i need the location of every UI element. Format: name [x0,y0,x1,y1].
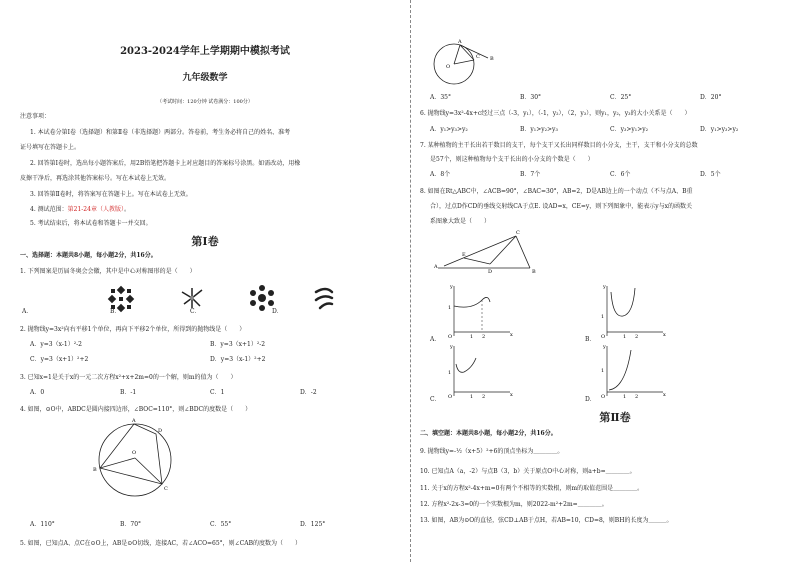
note-3: 3. 回答第Ⅱ卷时，将答案写在答题卡上。写在本试卷上无效。 [30,191,192,198]
graph-a-y: y [450,284,453,290]
q2-option-a[interactable]: A．y=3（x-1）²-2 [30,341,82,348]
q5-option-d[interactable]: D．20° [700,94,722,101]
graph-b-ytick: 1 [601,314,605,320]
graph-c-tick1: 1 [470,394,474,400]
q7-option-b[interactable]: B．7个 [520,171,541,178]
q5-label-b: B [490,56,494,62]
right-page [420,0,794,562]
q2-stem: 2. 抛物线y=3x²向右平移1个单位，再向下平移2个单位，所得到的抛物线是（ ） [20,326,246,333]
graph-c-tick2: 2 [482,394,486,400]
q8-label-e: E [462,252,466,258]
q4-option-a[interactable]: A．110° [30,521,55,528]
q8-option-d[interactable]: D． [585,396,596,403]
graph-b-origin: O [601,334,606,340]
q3-option-b[interactable]: B．-1 [120,389,137,396]
q10-stem[interactable]: 10. 已知点A（a，-2）与点B（3，b）关于原点O中心对称，则a+b=＿＿＿＿。 [420,468,636,475]
graph-d-x: x [663,392,666,398]
graph-b-y: y [603,284,606,290]
exam-info: （考试时间：120分钟 试卷满分：100分） [157,99,253,105]
q5-option-c[interactable]: C．25° [610,94,632,101]
graph-b-tick1: 1 [623,334,627,340]
note-2-cont: 皮擦干净后，再选涂其他答案标号。写在本试卷上无效。 [20,175,171,182]
q4-label-o: O [132,450,137,456]
part2-title: 第Ⅱ卷 [599,411,631,424]
q3-option-a[interactable]: A．0 [30,389,45,396]
left-page [10,0,400,562]
graph-a-tick1: 1 [470,334,474,340]
q13-stem[interactable]: 13. 如图，AB为⊙O的直径，弦CD⊥AB于点H，若AB=10，CD=8，则BH的长度为＿＿＿。 [420,517,673,524]
q12-stem[interactable]: 12. 方程x²-2x-3=0的一个实数根为m，则2022-m²+2m=＿＿＿＿。 [420,501,608,508]
graph-a-origin: O [448,334,453,340]
q8-option-a[interactable]: A． [430,336,441,343]
q4-stem: 4. 如图，⊙O中，ABDC是圆内接四边形，∠BOC=110°，则∠BDC的度数是（ ） [20,406,252,413]
graph-c-ytick: 1 [448,370,452,376]
page-divider [410,0,411,562]
q3-option-d[interactable]: D．-2 [300,389,317,396]
q1-option-a[interactable]: A． [22,308,33,315]
q5-label-c: C [476,54,480,60]
q8-stem-line3: 系图象大致是（ ） [430,218,491,225]
q8-stem-line1: 8. 如图在Rt△ABC中，∠ACB=90°，∠BAC=30°，AB=2，D是AB边上的一个动点（不与点A、B重 [420,188,693,195]
q8-label-d: D [488,269,493,275]
note-1-cont: 证号填写在答题卡上。 [20,144,81,151]
q6-option-d[interactable]: D．y₁>y₃>y₂ [700,126,739,133]
q1-option-d[interactable]: D． [272,308,283,315]
q6-option-c[interactable]: C．y₃>y₁>y₂ [610,126,649,133]
q1-option-c[interactable]: C． [190,308,201,315]
graph-d-tick2: 2 [635,394,639,400]
graph-a-ytick: 1 [448,305,452,311]
q8-graph-a [442,282,514,340]
q5-label-a: A [458,39,462,45]
q7-option-d[interactable]: D．5个 [700,171,721,178]
part1-instruction: 一、选择题：本题共8小题，每小题2分，共16分。 [20,252,157,259]
note-5: 5. 考试结束后，将本试卷和答题卡一并交回。 [30,220,152,227]
q4-option-d[interactable]: D．125° [300,521,326,528]
q6-option-a[interactable]: A．y₁>y₃>y₂ [430,126,468,133]
q5-option-b[interactable]: B．30° [520,94,542,101]
note-4: 4. 测试范围：第21-24章（人教版）。 [30,206,130,213]
q8-triangle-figure [430,226,540,276]
graph-d-y: y [603,344,606,350]
exam-title: 2023-2024学年上学期期中模拟考试 [120,46,290,57]
q8-option-b[interactable]: B． [585,336,596,343]
q2-option-b[interactable]: B．y=3（x+1）²-2 [210,341,266,348]
test-range: 第21-24章（人教版） [67,206,124,213]
q8-label-b: B [532,269,536,275]
q2-option-d[interactable]: D．y=3（x-1）²+2 [210,356,266,363]
q11-stem[interactable]: 11. 关于x的方程x²-4x+m=0有两个不相等的实数根，则m的取值范围是＿＿＿＿。 [420,485,644,492]
graph-c-x: x [510,392,513,398]
graph-d-tick1: 1 [623,394,627,400]
q5-option-a[interactable]: A．35° [430,94,451,101]
q1-stem: 1. 下列图案是历届冬奥会会徽，其中是中心对称图形的是（ ） [20,268,196,275]
graph-b-tick2: 2 [635,334,639,340]
q7-stem-line1: 7. 某种植物的主干长出若干数目的支干，每个支干又长出同样数目的小分支，主干，支干和小分支的总数 [420,142,698,149]
notes-heading: 注意事项： [20,113,51,120]
q6-option-b[interactable]: B．y₁>y₂>y₃ [520,126,558,133]
graph-d-origin: O [601,394,606,400]
q5-tangent-figure [430,38,500,88]
q8-graph-d [595,342,667,400]
q9-stem[interactable]: 9. 抛物线y=-½（x+5）²+6的顶点坐标为＿＿＿＿。 [420,448,564,455]
q4-option-c[interactable]: C．55° [210,521,232,528]
exam-subtitle: 九年级数学 [182,73,228,83]
graph-c-origin: O [448,394,453,400]
q7-option-c[interactable]: C．6个 [610,171,631,178]
q5-stem: 5. 如图，已知点A、点C在⊙O上，AB是⊙O切线，连接AC，若∠ACO=65°，则∠CAB的度数为（ ） [20,540,302,547]
q1-option-b[interactable]: B． [110,308,121,315]
graph-d-ytick: 1 [601,368,605,374]
q4-label-c: C [164,486,168,492]
q4-label-d: D [158,428,163,434]
note-1: 1. 本试卷分第Ⅰ卷（选择题）和第Ⅱ卷（非选择题）两部分。答卷前，考生务必将自己的姓名、准考 [30,129,291,136]
q7-stem-line2: 是57个，则这种植物每个支干长出的小分支的个数是（ ） [430,156,594,163]
q8-label-a: A [434,264,438,270]
graph-c-y: y [450,344,453,350]
q8-stem-line2: 合），过点D作CD的垂线交射线CA于点E. 设AD=x，CE=y，则下列图象中，能表示y与x的函数关 [430,203,693,210]
graph-a-tick2: 2 [482,334,486,340]
q4-label-a: A [132,418,136,424]
q8-label-c: C [516,230,520,236]
q8-graph-b [595,282,667,340]
q7-option-a[interactable]: A．8个 [430,171,451,178]
graph-a-x: x [510,332,513,338]
part2-instruction: 二、填空题：本题共8小题，每小题2分，共16分。 [420,430,557,437]
q4-circle-figure [90,416,180,506]
q3-stem: 3. 已知x=1是关于x的一元二次方程x²+x+2m=0的一个解，则m的值为（ ） [20,374,237,381]
q4-label-b: B [93,467,97,473]
q3-option-c[interactable]: C．1 [210,389,225,396]
q8-option-c[interactable]: C． [430,396,441,403]
q2-option-c[interactable]: C．y=3（x+1）²+2 [30,356,89,363]
q8-graph-c [442,342,514,400]
graph-b-x: x [663,332,666,338]
q4-option-b[interactable]: B．70° [120,521,142,528]
q5-label-o: O [446,64,451,70]
q6-stem: 6. 抛物线y=3x²-4x+c经过三点（-3，y₁），（-1，y₂），（2，y₃），则y₁，y₂，y₃的大小关系是（ ） [420,110,691,117]
note-2: 2. 回答第Ⅰ卷时，选出每小题答案后，用2B铅笔把答题卡上对应题目的答案标号涂黑。如需改动，用橡 [30,160,301,167]
part1-title: 第Ⅰ卷 [191,235,219,248]
emblem-d-icon [310,284,338,312]
